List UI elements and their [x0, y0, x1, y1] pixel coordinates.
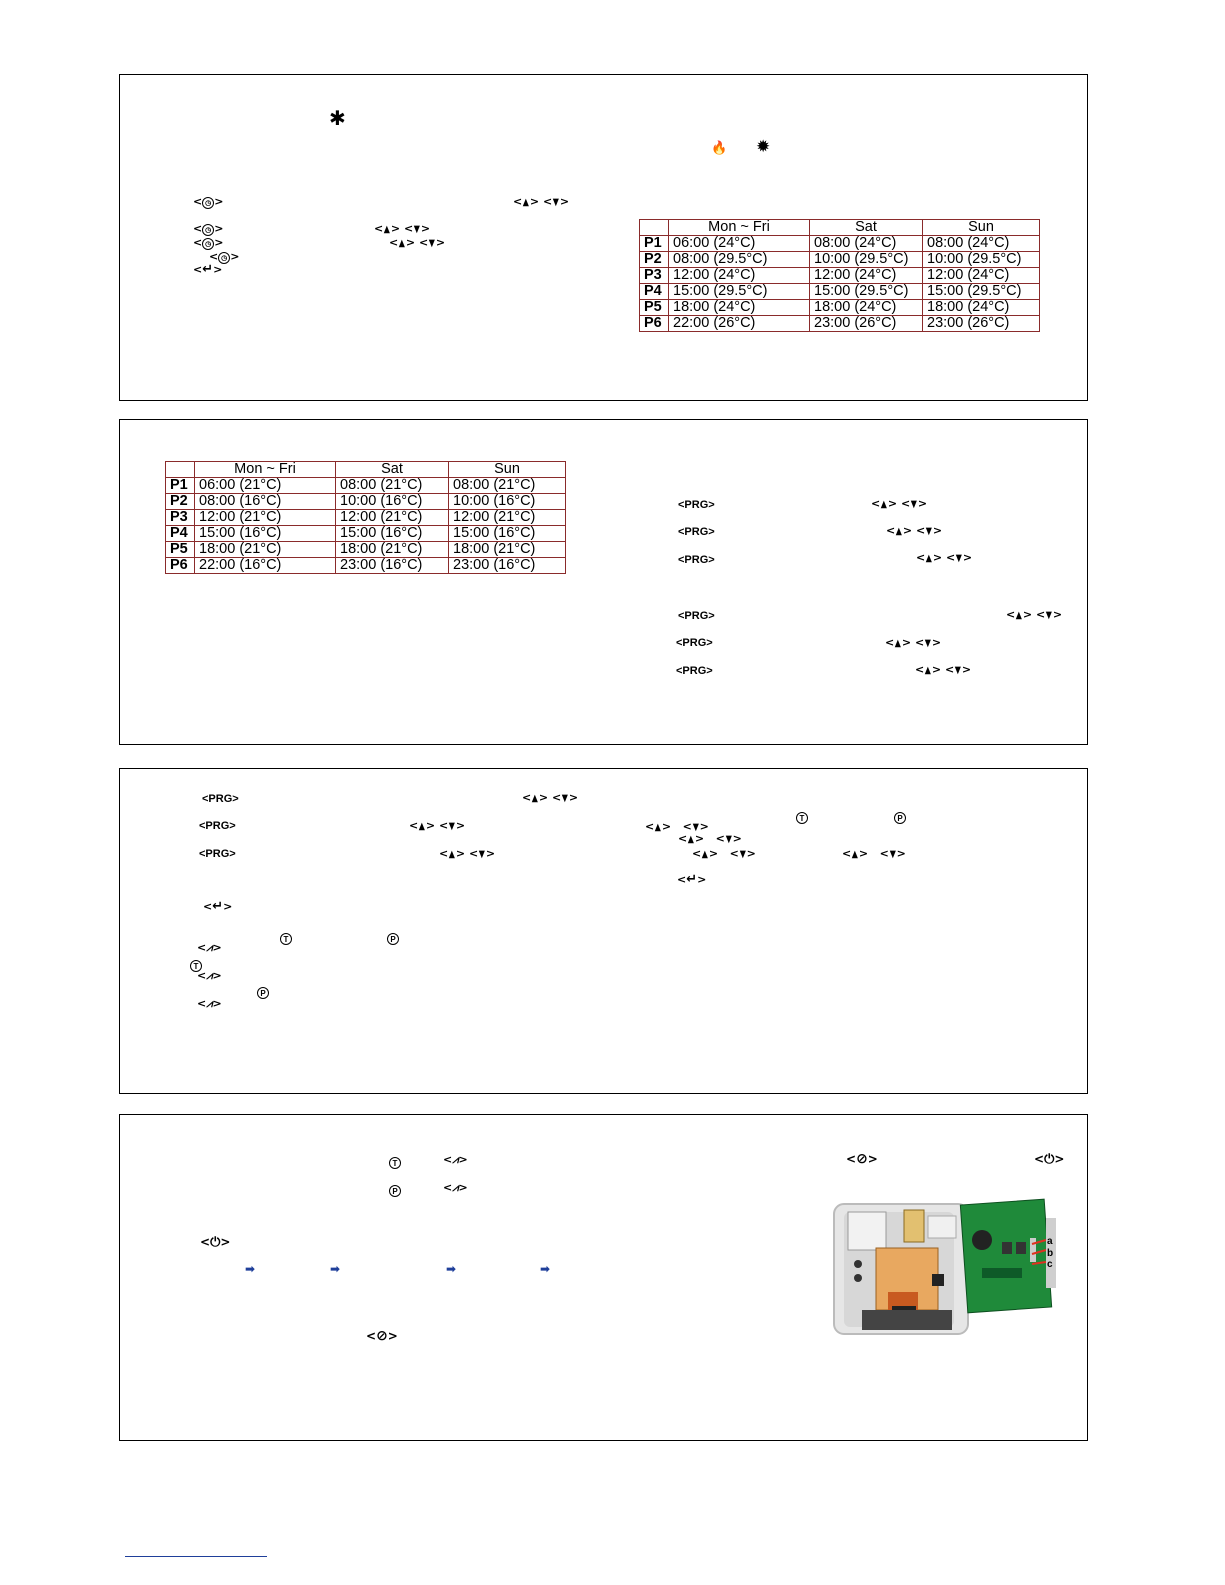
- panel-program-setting: [119, 768, 1088, 1094]
- table-cell-wk: 15:00 (29.5°C): [669, 284, 810, 300]
- arrow-icon: ➡: [540, 1262, 551, 1276]
- override-button-icon: <⩘>: [197, 969, 222, 982]
- table-header: Sat: [810, 220, 923, 236]
- power-button-icon: <⏻>: [200, 1235, 231, 1250]
- up-down-button-icon: <▲> <▼>: [692, 847, 756, 860]
- up-down-button-icon: <▲> <▼>: [886, 524, 943, 537]
- prg-button-icon: <PRG>: [202, 793, 239, 805]
- up-down-button-icon: <▲> <▼>: [513, 195, 570, 208]
- table-cell-wk: 18:00 (24°C): [669, 300, 810, 316]
- table-cell-sun: 23:00 (16°C): [449, 558, 566, 574]
- p-icon: P: [894, 808, 906, 826]
- up-down-button-icon: <▲> <▼>: [389, 236, 446, 249]
- sun-icon: ✹: [756, 137, 771, 157]
- prg-button-icon: <PRG>: [678, 610, 715, 622]
- enter-button-icon: <↵>: [677, 872, 707, 887]
- table-cell-p: P1: [640, 236, 669, 252]
- table-cell-sun: 12:00 (24°C): [923, 268, 1040, 284]
- up-down-button-icon: <▲> <▼>: [842, 847, 906, 860]
- t-icon: T: [280, 929, 292, 947]
- table-row: [166, 478, 566, 494]
- up-down-button-icon: <▲> <▼>: [678, 832, 742, 845]
- table-row: [166, 526, 566, 542]
- up-down-button-icon: <▲> <▼>: [915, 663, 972, 676]
- table-row: [166, 558, 566, 574]
- table-cell-wk: 15:00 (16°C): [195, 526, 336, 542]
- override-button-icon: <⩘>: [443, 1181, 468, 1194]
- up-down-button-icon: <▲> <▼>: [871, 497, 928, 510]
- prg-button-icon: <PRG>: [678, 499, 715, 511]
- table-cell-sat: 10:00 (29.5°C): [810, 252, 923, 268]
- table-cell-wk: 08:00 (16°C): [195, 494, 336, 510]
- clock-button-icon: < ◷ >: [193, 222, 224, 235]
- table-cell-p: P2: [166, 494, 195, 510]
- p-icon: P: [387, 929, 399, 947]
- table-cell-sat: 15:00 (16°C): [336, 526, 449, 542]
- photo-label-a: a: [1047, 1236, 1053, 1247]
- table-cell-sat: 10:00 (16°C): [336, 494, 449, 510]
- table-cell-sun: 18:00 (21°C): [449, 542, 566, 558]
- table-cell-sat: 08:00 (24°C): [810, 236, 923, 252]
- thermostat-interior-photo: [832, 1192, 1058, 1342]
- table-cell-sat: 08:00 (21°C): [336, 478, 449, 494]
- table-cell-wk: 06:00 (21°C): [195, 478, 336, 494]
- table-cell-sat: 12:00 (21°C): [336, 510, 449, 526]
- table-cell-sun: 12:00 (21°C): [449, 510, 566, 526]
- override-button-icon: <⩘>: [443, 1153, 468, 1166]
- table-cell-wk: 12:00 (21°C): [195, 510, 336, 526]
- table-cell-wk: 22:00 (16°C): [195, 558, 336, 574]
- table-row: [166, 510, 566, 526]
- t-icon: T: [796, 808, 808, 826]
- table-cell-p: P5: [640, 300, 669, 316]
- prg-button-icon: <PRG>: [678, 554, 715, 566]
- table-cell-sun: 08:00 (21°C): [449, 478, 566, 494]
- no-frost-button-icon: <⊘>: [846, 1151, 878, 1167]
- table-cell-p: P3: [640, 268, 669, 284]
- prg-button-icon: <PRG>: [199, 820, 236, 832]
- no-frost-button-icon: <⊘>: [366, 1328, 398, 1344]
- table-row: [166, 542, 566, 558]
- snowflake-icon: ✱: [329, 106, 346, 130]
- table-cell-p: P1: [166, 478, 195, 494]
- table-cell-p: P6: [640, 316, 669, 332]
- table-cell-p: P4: [166, 526, 195, 542]
- prg-button-icon: <PRG>: [678, 526, 715, 538]
- up-down-button-icon: <▲> <▼>: [645, 820, 709, 833]
- t-icon: T: [389, 1153, 401, 1171]
- table-cell-sat: 23:00 (26°C): [810, 316, 923, 332]
- table-cell-sat: 18:00 (24°C): [810, 300, 923, 316]
- table-cell-p: P6: [166, 558, 195, 574]
- table-cell-sat: 23:00 (16°C): [336, 558, 449, 574]
- table-header: Sat: [336, 462, 449, 478]
- table-cell-wk: 06:00 (24°C): [669, 236, 810, 252]
- table-cell-sun: 15:00 (16°C): [449, 526, 566, 542]
- table-row: [640, 236, 1040, 252]
- photo-label-b: b: [1047, 1248, 1054, 1259]
- p-icon: P: [389, 1181, 401, 1199]
- table-row: [640, 268, 1040, 284]
- table-cell-sun: 23:00 (26°C): [923, 316, 1040, 332]
- p-icon: P: [257, 983, 269, 1001]
- table-row: [640, 316, 1040, 332]
- table-cell-sun: 08:00 (24°C): [923, 236, 1040, 252]
- up-down-button-icon: <▲> <▼>: [522, 791, 579, 804]
- table-cell-wk: 12:00 (24°C): [669, 268, 810, 284]
- table-header: [166, 462, 195, 478]
- up-down-button-icon: <▲> <▼>: [409, 819, 466, 832]
- arrow-icon: ➡: [245, 1262, 256, 1276]
- enter-button-icon: <↵>: [193, 262, 223, 277]
- override-button-icon: <⩘>: [197, 941, 222, 954]
- prg-button-icon: <PRG>: [199, 848, 236, 860]
- up-down-button-icon: <▲> <▼>: [885, 636, 942, 649]
- table-cell-sun: 10:00 (29.5°C): [923, 252, 1040, 268]
- clock-button-icon: < ◷ >: [193, 195, 224, 208]
- up-down-button-icon: <▲> <▼>: [1006, 608, 1063, 621]
- enter-button-icon: <↵>: [203, 899, 233, 914]
- prg-button-icon: <PRG>: [676, 637, 713, 649]
- clock-button-icon: < ◷ >: [209, 250, 240, 263]
- prg-button-icon: <PRG>: [676, 665, 713, 677]
- table-row: [640, 300, 1040, 316]
- table-cell-p: P3: [166, 510, 195, 526]
- schedule-table-cooling: [639, 219, 1040, 332]
- arrow-icon: ➡: [446, 1262, 457, 1276]
- table-cell-sun: 10:00 (16°C): [449, 494, 566, 510]
- table-header: Sun: [923, 220, 1040, 236]
- clock-button-icon: < ◷ >: [193, 236, 224, 249]
- table-header: Mon ~ Fri: [195, 462, 336, 478]
- table-header: [640, 220, 669, 236]
- t-icon: T: [190, 956, 202, 974]
- table-row: [640, 252, 1040, 268]
- table-header: Mon ~ Fri: [669, 220, 810, 236]
- schedule-table-heating: [165, 461, 566, 574]
- table-cell-wk: 18:00 (21°C): [195, 542, 336, 558]
- up-down-button-icon: <▲> <▼>: [439, 847, 496, 860]
- flame-icon: 🔥: [711, 141, 728, 156]
- arrow-icon: ➡: [330, 1262, 341, 1276]
- table-row: [166, 494, 566, 510]
- table-cell-wk: 08:00 (29.5°C): [669, 252, 810, 268]
- table-cell-sat: 15:00 (29.5°C): [810, 284, 923, 300]
- table-header: Sun: [449, 462, 566, 478]
- table-cell-wk: 22:00 (26°C): [669, 316, 810, 332]
- up-down-button-icon: <▲> <▼>: [374, 222, 431, 235]
- table-cell-sat: 12:00 (24°C): [810, 268, 923, 284]
- photo-label-c: c: [1047, 1259, 1053, 1270]
- table-row: [640, 284, 1040, 300]
- power-button-icon: <⏻>: [1034, 1152, 1065, 1167]
- table-cell-p: P2: [640, 252, 669, 268]
- footer-rule: [125, 1556, 267, 1557]
- table-cell-p: P4: [640, 284, 669, 300]
- table-cell-sun: 18:00 (24°C): [923, 300, 1040, 316]
- table-cell-p: P5: [166, 542, 195, 558]
- up-down-button-icon: <▲> <▼>: [916, 551, 973, 564]
- table-cell-sat: 18:00 (21°C): [336, 542, 449, 558]
- table-cell-sun: 15:00 (29.5°C): [923, 284, 1040, 300]
- override-button-icon: <⩘>: [197, 997, 222, 1010]
